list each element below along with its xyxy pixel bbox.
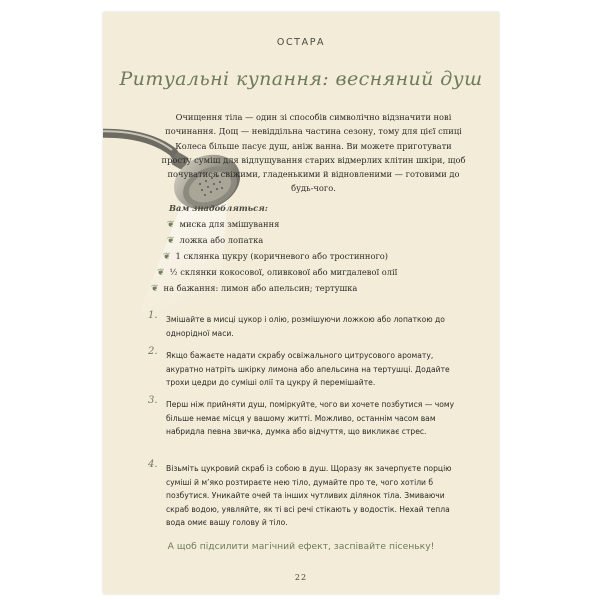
list-item: ❦ ½ склянки кокосової, оливкової або мигдалевої олії — [157, 267, 398, 278]
book-page — [103, 12, 499, 594]
materials-heading: Вам знадобляться: — [169, 203, 268, 213]
closing-line: А щоб підсилити магічний ефект, заспівайте пісеньку! — [167, 541, 435, 552]
step-text: Змішайте в мисці цукор і олію, розмішуючи ложкою або лопаткою до однорідної маси. — [166, 315, 445, 338]
step-number: 3. — [148, 395, 158, 406]
leaf-bullet-icon: ❦ — [157, 268, 165, 278]
materials-list — [151, 217, 397, 297]
step-text: Якщо бажаєте надати скрабу освіжального цитрусового аромату, акуратно натріть шкірку лимона або апельсина на тертушці. Додайте трохи цедри до суміші олії та цукру й перемішайте. — [166, 351, 450, 387]
leaf-bullet-icon: ❦ — [167, 236, 175, 246]
page-number: 22 — [294, 573, 308, 582]
leaf-bullet-icon: ❦ — [163, 252, 171, 262]
step-text: Візьміть цукровий скраб із собою в душ. Щоразу як зачерпуєте порцію суміші й м’яко розтираєте нею тіло, думайте про те, чого хотіли б позбутися. Уникайте очей та інших чутливих ділянок тіла. Змиваючи скраб водою, уявляйте, як ті всі речі стікають у водостік. Нехай тепла вода омиє вашу голову й тіло. — [166, 464, 452, 527]
list-item: ❦ миска для змішування — [167, 219, 280, 230]
step-number: 1. — [148, 310, 158, 321]
leaf-bullet-icon: ❦ — [167, 220, 175, 230]
step-number: 4. — [148, 459, 158, 470]
list-item: ❦ ложка або лопатка — [167, 235, 264, 246]
intro-paragraph: Очищення тіла — один зі способів символічно відзначити нові починання. Дощ — невіддільна частина сезону, тому для цієї спиці Колеса більше пасує душ, аніж ванна. Ви можете приготувати просту суміш для відлущування старих відмерлих клітин шкіри, щоб почуватися свіжими, гладенькими й відновленими — готовими до будь-чого. — [161, 112, 466, 194]
step-number: 2. — [148, 346, 158, 357]
leaf-bullet-icon: ❦ — [151, 284, 159, 294]
page-title: Ритуальні купання: весняний душ — [119, 68, 483, 90]
step-text: Перш ніж прийняти душ, поміркуйте, чого ви хочете позбутися — чому більше немає місця у вашому житті. Можливо, останнім часом вам набридла певна звичка, думка або відчуття, що викликає стрес. — [166, 400, 455, 436]
list-item: ❦ на бажання: лимон або апельсин; тертушка — [151, 283, 358, 294]
list-item: ❦ 1 склянка цукру (коричневого або тростинного) — [163, 251, 389, 262]
chapter-header: ОСТАРА — [276, 37, 326, 48]
